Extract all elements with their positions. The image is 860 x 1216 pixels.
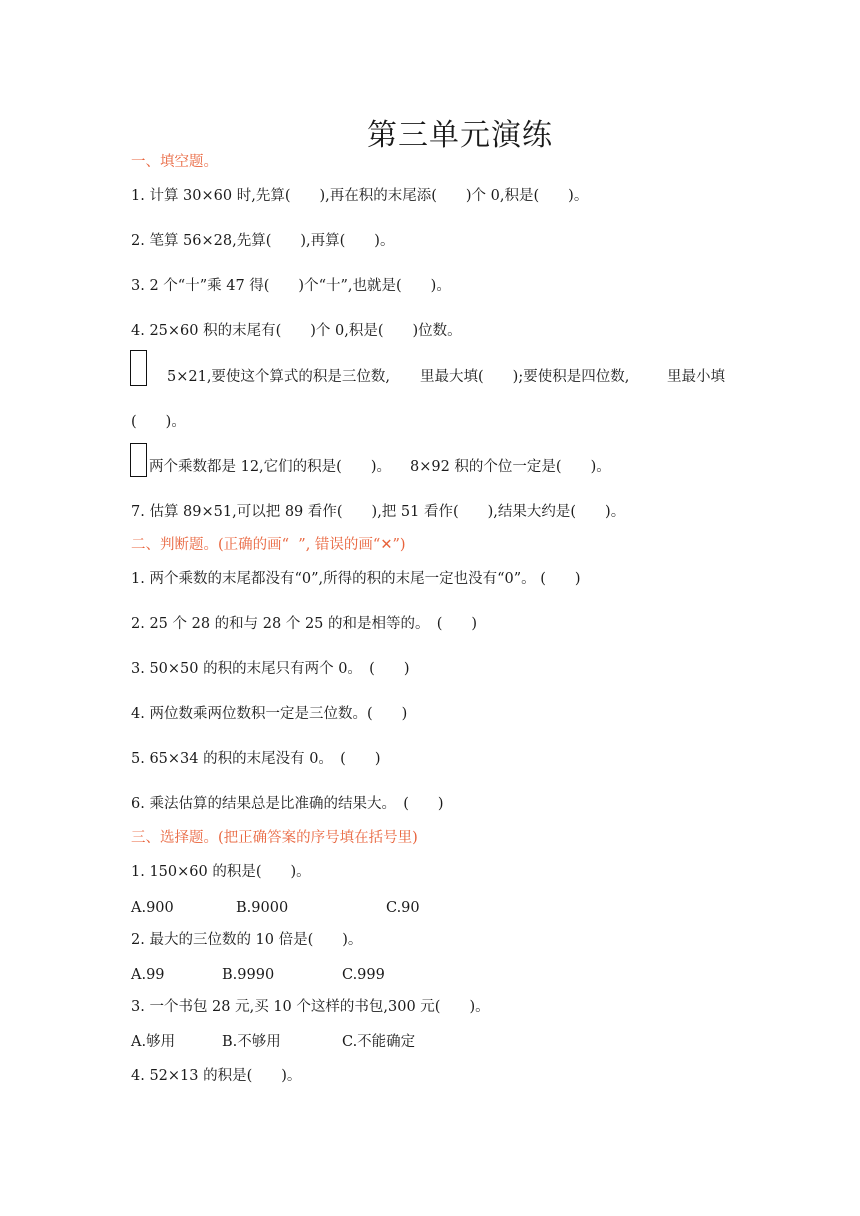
blank-square-box	[130, 443, 147, 477]
question-1-7: 7. 估算 89×51,可以把 89 看作( ),把 51 看作( ),结果大约是( )。	[131, 504, 626, 520]
choice-3-option-b: B.不够用	[222, 1034, 281, 1050]
choice-3-option-c: C.不能确定	[342, 1034, 416, 1050]
choice-question-1: 1. 150×60 的积是( )。	[131, 864, 311, 880]
question-1-6-part-b: 8×92 积的个位一定是( )。	[410, 459, 611, 475]
choice-question-4: 4. 52×13 的积是( )。	[131, 1068, 302, 1084]
question-1-5-part-b: 里最大填( );要使积是四位数,	[420, 369, 630, 385]
choice-1-option-c: C.90	[386, 900, 420, 916]
choice-question-3: 3. 一个书包 28 元,买 10 个这样的书包,300 元( )。	[131, 999, 490, 1015]
judge-item-4: 4. 两位数乘两位数积一定是三位数。( )	[131, 706, 408, 722]
judge-item-2: 2. 25 个 28 的和与 28 个 25 的和是相等的。 ( )	[131, 616, 478, 632]
question-1-5-part-d: ( )。	[131, 414, 186, 430]
question-1-2: 2. 笔算 56×28,先算( ),再算( )。	[131, 233, 395, 249]
section-heading-fill-in: 一、填空题。	[131, 154, 218, 170]
question-1-5-part-a: 5×21,要使这个算式的积是三位数,	[167, 369, 391, 385]
question-1-6-part-a: 两个乘数都是 12,它们的积是( )。	[149, 459, 391, 475]
question-1-4: 4. 25×60 积的末尾有( )个 0,积是( )位数。	[131, 323, 462, 339]
choice-2-option-b: B.9990	[222, 967, 275, 983]
choice-2-option-a: A.99	[131, 967, 165, 983]
section-heading-true-false: 二、判断题。(正确的画“ ”, 错误的画“✕”)	[131, 537, 406, 553]
judge-item-6: 6. 乘法估算的结果总是比准确的结果大。 ( )	[131, 796, 444, 812]
question-1-1: 1. 计算 30×60 时,先算( ),再在积的末尾添( )个 0,积是( )。	[131, 188, 589, 204]
question-1-3: 3. 2 个“十”乘 47 得( )个“十”,也就是( )。	[131, 278, 451, 294]
choice-question-2: 2. 最大的三位数的 10 倍是( )。	[131, 932, 363, 948]
choice-3-option-a: A.够用	[131, 1034, 176, 1050]
judge-item-5: 5. 65×34 的积的末尾没有 0。 ( )	[131, 751, 381, 767]
question-1-5-part-c: 里最小填	[667, 369, 725, 385]
blank-square-box	[130, 350, 147, 386]
choice-2-option-c: C.999	[342, 967, 385, 983]
page-title: 第三单元演练	[367, 118, 553, 153]
section-heading-multiple-choice: 三、选择题。(把正确答案的序号填在括号里)	[131, 830, 418, 846]
choice-1-option-b: B.9000	[236, 900, 289, 916]
judge-item-1: 1. 两个乘数的末尾都没有“0”,所得的积的末尾一定也没有“0”。 ( )	[131, 571, 581, 587]
choice-1-option-a: A.900	[131, 900, 174, 916]
judge-item-3: 3. 50×50 的积的末尾只有两个 0。 ( )	[131, 661, 410, 677]
